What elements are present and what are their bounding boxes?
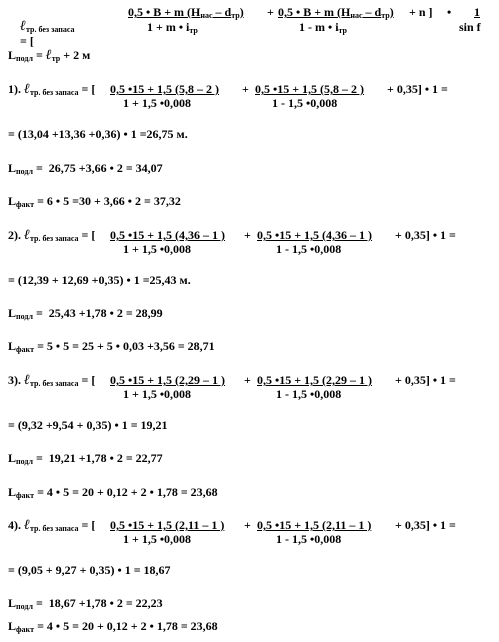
frac2-denominator: 1 - m • $i_{тр}$ xyxy=(299,20,348,35)
s4-result: = (9,05 + 9,27 + 0,35) • 1 = 18,67 xyxy=(8,563,171,577)
s4-frac1-den: 1 + 1,5 •0,008 xyxy=(123,532,192,546)
s2-frac2-den: 1 - 1,5 •0,008 xyxy=(276,242,342,256)
s2-result: = (12,39 + 12,69 +0,35) • 1 =25,43 м. xyxy=(8,273,191,287)
s3-frac2-num: 0,5 •15 + 1,5 (2,29 – 1 ) xyxy=(257,373,373,387)
ell-symbol: ℓ xyxy=(20,19,26,34)
s4-lpodl: $L_{подл} = 18,67 +1,78$ • 2 = 22,23 xyxy=(8,596,163,611)
s2-frac1-num: 0,5 •15 + 1,5 (4,36 – 1 ) xyxy=(110,228,226,242)
s2-lpodl: $L_{подл} = 25,43 +1,78$ • 2 = 28,99 xyxy=(8,306,163,321)
frac2-numerator: 0,5 • B + m $(H_{нас} - d_{тр})$ xyxy=(278,5,394,20)
s1-lpodl: $L_{подл} = 26,75 +3,66$ • 2 = 34,07 xyxy=(8,161,163,176)
s4-lfact: $L_{факт} = 4$ • 5 = 20 + 0,12 + 2 • 1,78 = 23,68 xyxy=(8,619,218,634)
s1-result: = (13,04 +13,36 +0,36) • 1 =26,75 м. xyxy=(8,127,188,141)
s4-frac2-den: 1 - 1,5 •0,008 xyxy=(276,532,342,546)
s1-frac2-den: 1 - 1,5 •0,008 xyxy=(272,96,338,110)
s4-frac1-num: 0,5 •15 + 1,5 (2,11 – 1 ) xyxy=(110,518,225,532)
s3-frac2-den: 1 - 1,5 •0,008 xyxy=(276,387,342,401)
s3-lpodl: $L_{подл} = 19,21 +1,78$ • 2 = 22,77 xyxy=(8,451,163,466)
s2-frac1-den: 1 + 1,5 •0,008 xyxy=(123,242,192,256)
frac1-denominator: 1 + m • $i_{тр}$ xyxy=(147,20,198,35)
s1-frac1-num: 0,5 •15 + 1,5 (5,8 – 2 ) xyxy=(110,82,220,96)
s3-frac1-den: 1 + 1,5 •0,008 xyxy=(123,387,192,401)
s4-frac2-num: 0,5 •15 + 1,5 (2,11 – 1 ) xyxy=(257,518,372,532)
s3-result: = (9,32 +9,54 + 0,35) • 1 = 19,21 xyxy=(8,418,168,432)
s1-frac2-num: 0,5 •15 + 1,5 (5,8 – 2 ) xyxy=(255,82,365,96)
frac1-numerator: 0,5 • B + m $(H_{нас} - d_{тр})$ xyxy=(128,5,244,20)
s1-frac1-den: 1 + 1,5 •0,008 xyxy=(123,96,192,110)
lpodl-definition: $L_{подл}$ = ℓ$_{тр}$ + 2 м xyxy=(8,48,91,63)
s2-frac2-num: 0,5 •15 + 1,5 (4,36 – 1 ) xyxy=(257,228,373,242)
s2-lfact: $L_{факт} = 5$ • 5 = 25 + 5 • 0,03 +3,56 = 28,71 xyxy=(8,339,215,354)
s3-lfact: $L_{факт} = 4$ • 5 = 20 + 0,12 + 2 • 1,78 = 23,68 xyxy=(8,485,218,500)
s1-lfact: $L_{факт} = 6$ • 5 =30 + 3,66 • 2 = 37,32 xyxy=(8,194,181,209)
s3-frac1-num: 0,5 •15 + 1,5 (2,29 – 1 ) xyxy=(110,373,226,387)
